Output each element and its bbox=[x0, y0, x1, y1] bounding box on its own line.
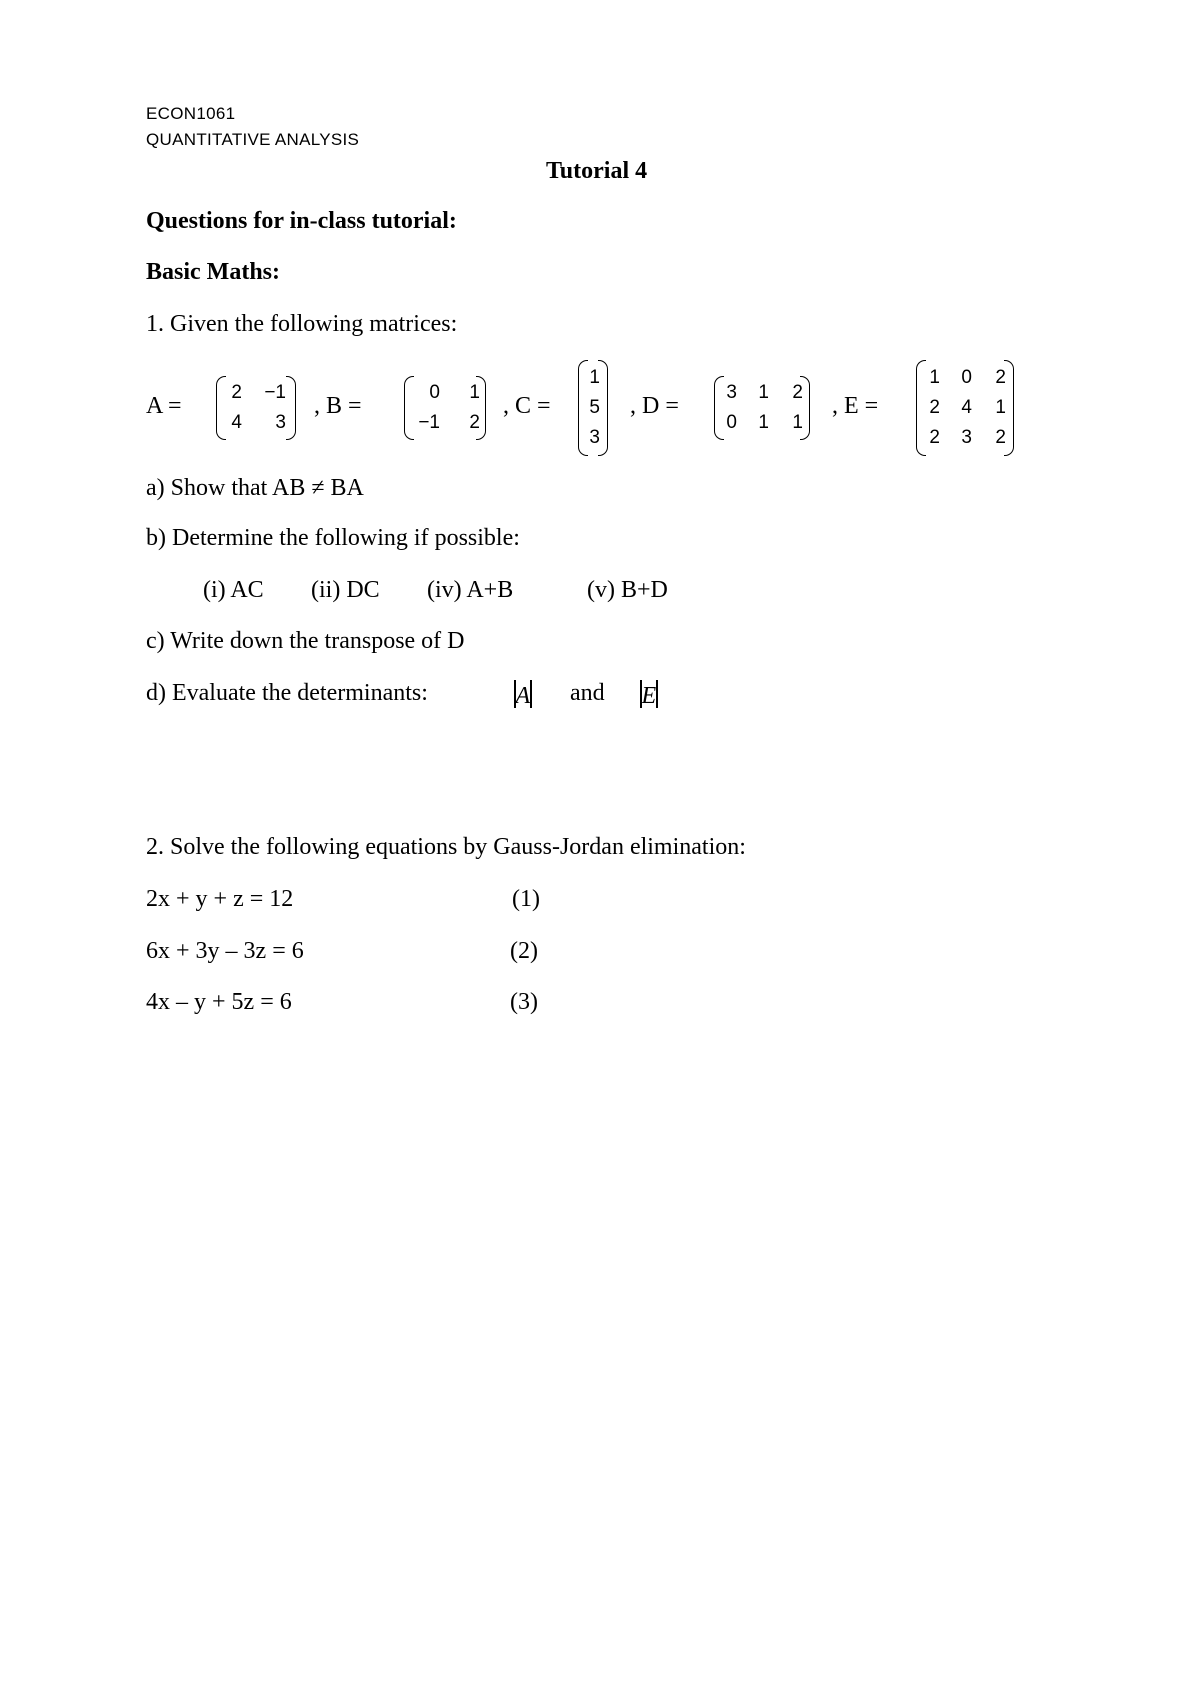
matrix-d-cell: 1 bbox=[758, 382, 769, 403]
matrix-d-cell: 1 bbox=[758, 412, 769, 433]
matrix-d-cell: 1 bbox=[792, 412, 803, 433]
equation-3-number: (3) bbox=[510, 989, 538, 1015]
equation-2: 6x + 3y – 3z = 6 bbox=[146, 938, 304, 964]
course-name: QUANTITATIVE ANALYSIS bbox=[146, 130, 360, 149]
matrix-b-cell: 0 bbox=[429, 382, 440, 403]
matrix-d-cell: 0 bbox=[726, 412, 737, 433]
matrix-e-label: , E = bbox=[832, 393, 879, 419]
matrix-b-cell: 1 bbox=[469, 382, 480, 403]
matrix-b-cell: 2 bbox=[469, 412, 480, 433]
part-b-item: (ii) DC bbox=[311, 577, 380, 603]
matrix-b-label: , B = bbox=[314, 393, 362, 419]
matrix-e-cell: 2 bbox=[995, 367, 1006, 388]
matrix-a-cell: −1 bbox=[264, 382, 286, 403]
matrix-c-cell: 5 bbox=[589, 397, 600, 418]
matrix-b-cell: −1 bbox=[418, 412, 440, 433]
matrix-a-cell: 3 bbox=[275, 412, 286, 433]
matrix-e bbox=[916, 360, 1014, 456]
matrix-e-cell: 0 bbox=[961, 367, 972, 388]
matrix-a-cell: 4 bbox=[231, 412, 242, 433]
question-2-prompt: 2. Solve the following equations by Gauss-Jordan elimination: bbox=[146, 834, 746, 860]
equation-2-number: (2) bbox=[510, 938, 538, 964]
equation-3: 4x – y + 5z = 6 bbox=[146, 989, 292, 1015]
matrix-e-cell: 3 bbox=[961, 427, 972, 448]
matrix-e-cell: 2 bbox=[995, 427, 1006, 448]
matrix-a-cell: 2 bbox=[231, 382, 242, 403]
matrix-c bbox=[578, 360, 608, 456]
equation-1-number: (1) bbox=[512, 886, 540, 912]
matrix-d-cell: 2 bbox=[792, 382, 803, 403]
matrix-e-cell: 2 bbox=[929, 397, 940, 418]
question-1-part-a: a) Show that AB ≠ BA bbox=[146, 475, 364, 501]
page-title: Tutorial 4 bbox=[546, 158, 648, 184]
matrix-e-cell: 2 bbox=[929, 427, 940, 448]
determinant-and: and bbox=[570, 680, 605, 706]
question-1-part-c: c) Write down the transpose of D bbox=[146, 628, 465, 654]
part-b-item: (v) B+D bbox=[587, 577, 668, 603]
matrix-e-cell: 1 bbox=[929, 367, 940, 388]
part-b-item: (iv) A+B bbox=[427, 577, 514, 603]
course-code: ECON1061 bbox=[146, 104, 236, 123]
matrix-e-cell: 1 bbox=[995, 397, 1006, 418]
determinant-e bbox=[640, 680, 658, 710]
matrix-c-cell: 1 bbox=[589, 367, 600, 388]
determinant-a bbox=[514, 680, 532, 710]
question-1-part-d: d) Evaluate the determinants: bbox=[146, 680, 428, 706]
matrix-b bbox=[404, 376, 486, 440]
question-1-part-b: b) Determine the following if possible: bbox=[146, 525, 520, 551]
determinant-e-symbol: E bbox=[641, 683, 657, 709]
matrix-d-label: , D = bbox=[630, 393, 679, 419]
part-b-item: (i) AC bbox=[203, 577, 264, 603]
matrix-d-cell: 3 bbox=[726, 382, 737, 403]
equation-1: 2x + y + z = 12 bbox=[146, 886, 294, 912]
matrix-a bbox=[216, 376, 296, 440]
matrix-e-cell: 4 bbox=[961, 397, 972, 418]
determinant-a-symbol: A bbox=[515, 683, 531, 709]
subsection-heading: Basic Maths: bbox=[146, 259, 280, 285]
matrix-d bbox=[714, 376, 810, 440]
matrix-c-cell: 3 bbox=[589, 427, 600, 448]
matrix-a-label: A = bbox=[146, 393, 182, 419]
question-1-prompt: 1. Given the following matrices: bbox=[146, 311, 458, 337]
matrix-c-label: , C = bbox=[503, 393, 551, 419]
section-heading: Questions for in-class tutorial: bbox=[146, 208, 457, 234]
